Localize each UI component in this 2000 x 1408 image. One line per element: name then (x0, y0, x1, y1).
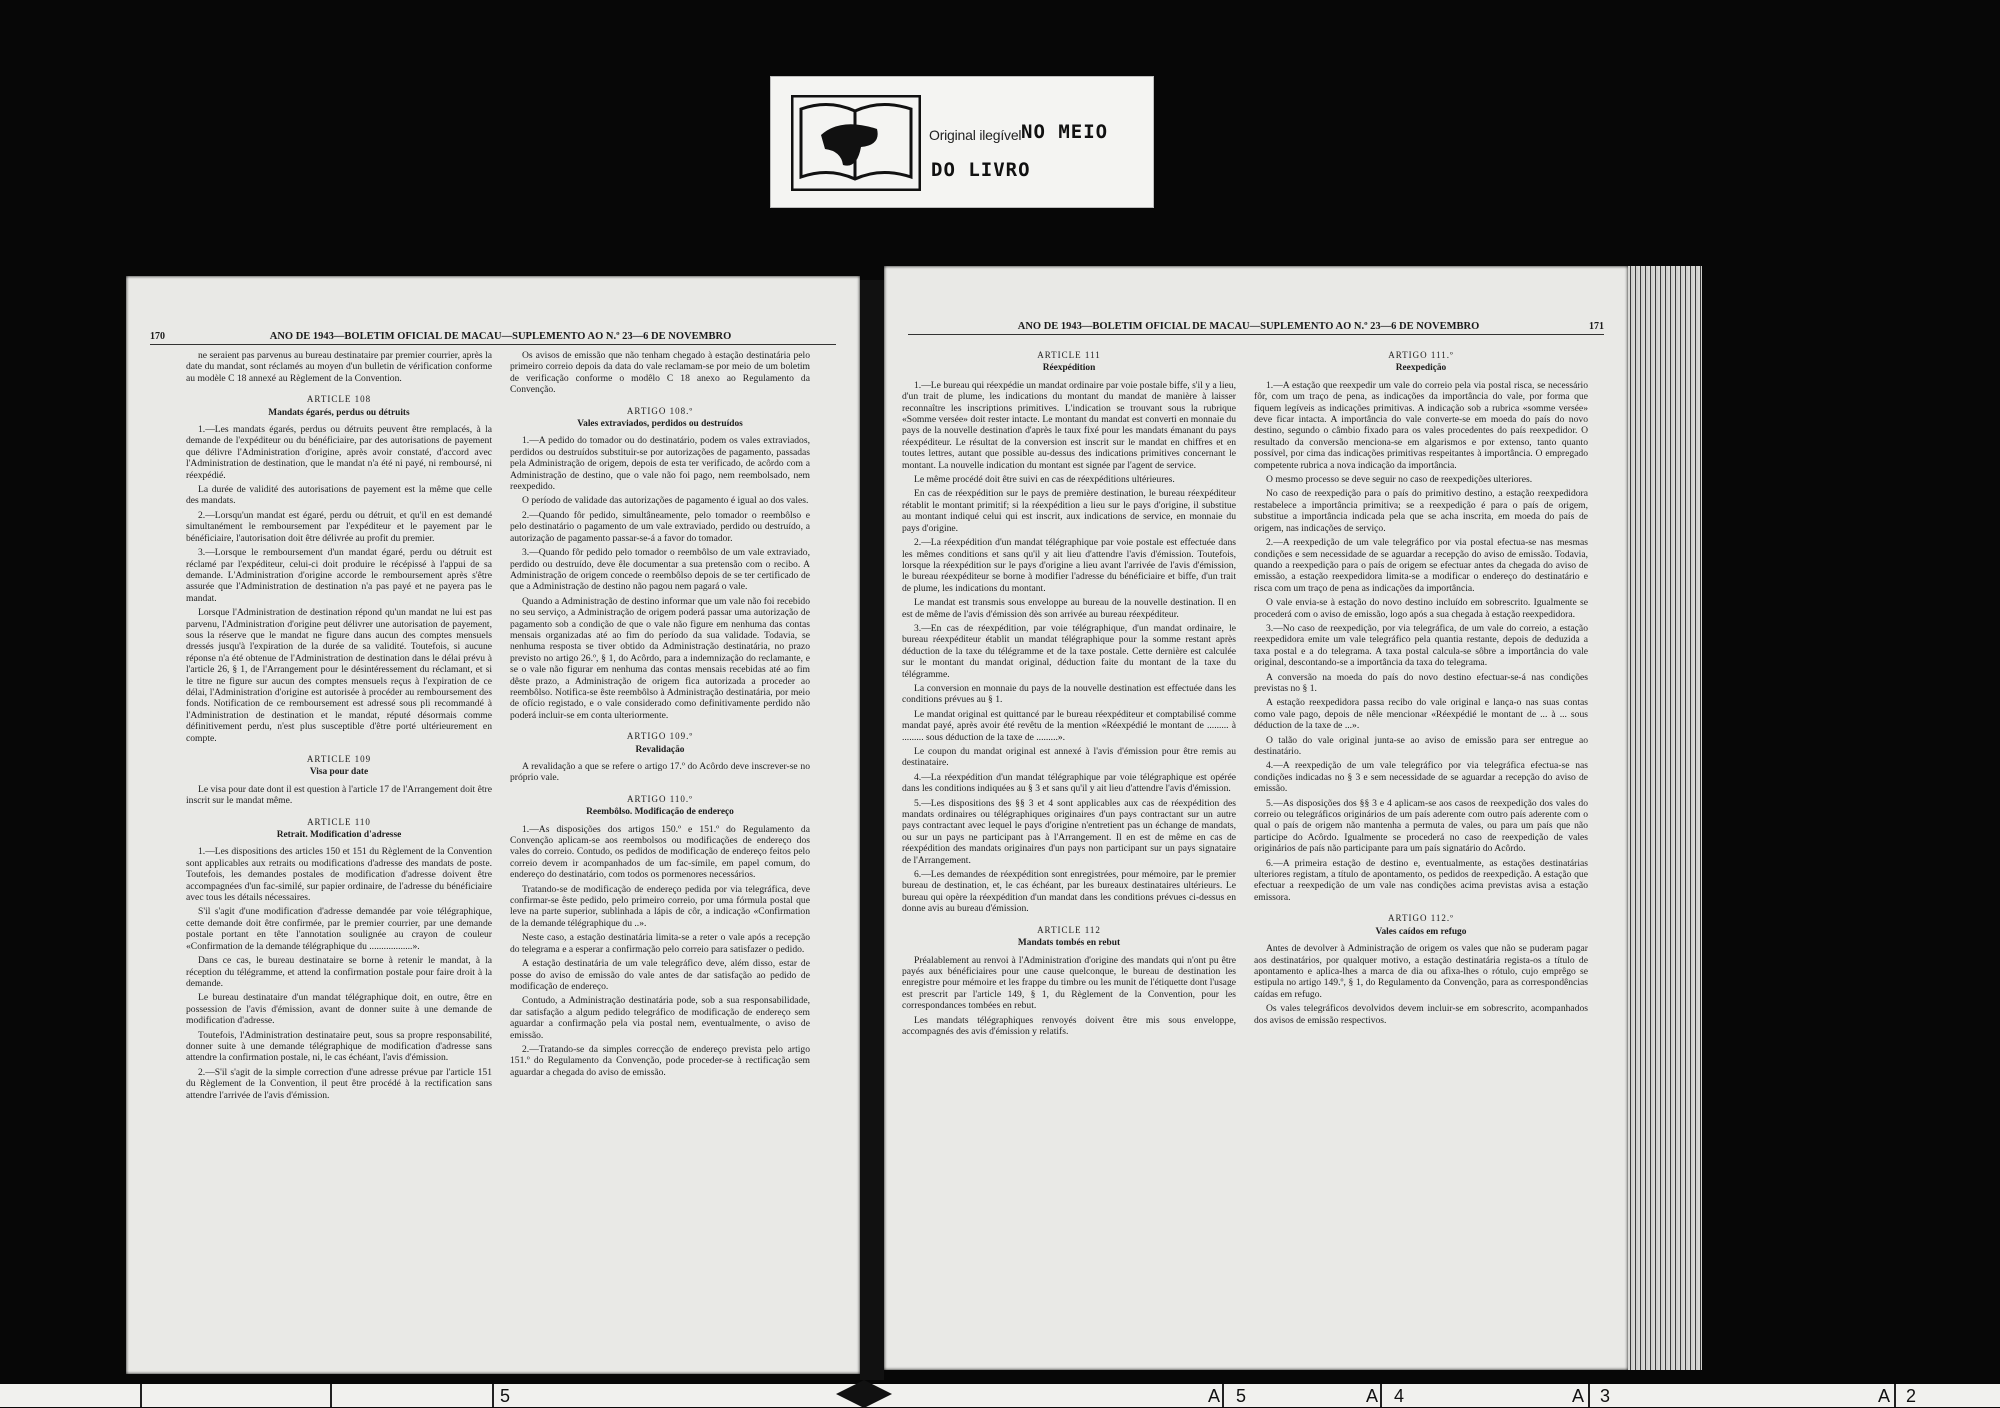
right-page-column-portuguese (1254, 340, 1588, 1029)
illegible-note-card (770, 76, 1154, 208)
ruler-tick (140, 1384, 142, 1407)
paragraph: 2.—La réexpédition d'un mandat télégraphique par voie postale est effectuée dans les mêmes conditions et sans qu'il y ait lieu d'attendre l'avis d'émission. Toutefois, lorsque la réexpédition sur le pays d'origine a lieu avant l'arrivée de l'avis d'émission, le bureau réexpéditeur se borne à modifier l'adresse du bénéficiaire et biffe, d'un trait de plume, les indications du montant. (902, 537, 1236, 594)
paragraph: O mesmo processo se deve seguir no caso de reexpedições ulteriores. (1266, 474, 1533, 486)
ruler-label: 2 (1906, 1386, 1917, 1406)
paragraph: 4.—La réexpédition d'un mandat télégraphique par voie télégraphique est opérée dans les conditions indiquées au § 3 et sans qu'il y ait lieu d'attendre l'avis d'émission. (902, 771, 1236, 795)
paragraph: Antes de devolver à Administração de origem os vales que não se puderam pagar aos destinatários, por qualquer motivo, a estação destinatária regista-os a título de apontamento e aplica-lhes a marca de dia ou afixa-lhes o rótulo, cujo emprêgo se estipula no artigo 149.º, § 1, do Regulamento da Convenção, para as correspondências caídas em refugo. (1254, 943, 1588, 1000)
paragraph: No caso de reexpedição para o país do primitivo destino, a estação reexpedidora restabelece a importância primitiva; se a reexpedição é para o país de origem, substitue a importância indicada pela que se acha inscrita, em moeda do país de origem, nas indicações de serviço. (1254, 488, 1588, 534)
paragraph: 1.—A pedido do tomador ou do destinatário, podem os vales extraviados, perdidos ou destruídos substituir-se por autorizações de pagamento, passadas pela Administração de origem, depois de esta ter verificado, de acôrdo com a Administração de destino, que o vale não foi pago, nem reembolsado, nem reexpedido. (510, 435, 810, 493)
article-title: Vales caídos em refugo (1375, 926, 1467, 937)
article-number: ARTIGO 108.º (626, 405, 694, 416)
left-page-header (150, 324, 836, 345)
paragraph: Le mandat original est quittancé par le bureau réexpéditeur et comptabilisé comme mandat payé, après avoir été revêtu de la mention «Réexpédié le montant de ......... à ......... sous déduction de la taxe de .........». (902, 708, 1236, 743)
bottom-ruler (0, 1384, 2000, 1407)
left-page-column-french (186, 350, 492, 1104)
paragraph: 4.—A reexpedição de um vale telegráfico por via telegráfica efectua-se nas condições indicadas no § 3 e sem necessidade de se aguardar a recepção do aviso de emissão. (1254, 760, 1588, 795)
paragraph: S'il s'agit d'une modification d'adresse demandée par voie télégraphique, cette demande doit être confirmée, par le premier courrier, par une demande postale portant en tête l'annotation soulignée au crayon de couleur «Confirmation de la demande télégraphique du ..................». (186, 906, 492, 952)
paragraph: Contudo, a Administração destinatária pode, sob a sua responsabilidade, dar satisfação a algum pedido telegráfico de modificação de endereço sem aguardar a confirmação pela via postal nem, eventualmente, o aviso de emissão. (510, 995, 810, 1041)
article-number: ARTICLE 108 (306, 394, 372, 405)
paragraph: A revalidação a que se refere o artigo 17.º do Acôrdo deve inscrever-se no próprio vale. (510, 761, 810, 784)
paragraph: 3.—Quando fôr pedido pelo tomador o reembôlso de um vale extraviado, perdido ou destruído, deve êle documentar a sua pretensão com o recibo. A Administração de origem concede o reembôlso depois de se ter certificado de que a Administração de destino não pagou nem pagará o vale. (510, 547, 810, 593)
paragraph: A estação destinatária de um vale telegráfico deve, além disso, estar de posse do aviso de emissão do vale antes de dar satisfação ao pedido de modificação de endereço. (510, 958, 810, 992)
paragraph: 1.—A estação que reexpedir um vale do correio pela via postal risca, se necessário fôr, com um traço de pena, as indicações da importância do vale, por forma que fiquem legíveis as indicações primitivas. A indicação sob a rubrica «somme versée» deve ficar intacta. A importância do vale converte-se em moeda do país do novo destino, segundo o câmbio fixado para os vales procedentes do país reexpedidor. O resultado da conversão menciona-se em algarismos e por extenso, tanto quanto possível, por cima das indicações primitivas respeitantes à importância. O empregado competente rubrica a nova indicação da importância. (1254, 379, 1588, 471)
paragraph: 5.—Les dispositions des §§ 3 et 4 sont applicables aux cas de réexpédition des mandats ordinaires ou télégraphiques originaires d'un pays contractant sur un autre pays contractant avec lequel le pays d'origine n'entretient pas un échange de mandats, ou sur un pays ne participant pas à l'Arrangement. Il en est de même en cas de réexpédition des mandats originaires d'un pays non participant sur un pays signataire de l'Arrangement. (902, 797, 1236, 866)
article-number: ARTIGO 109.º (626, 731, 694, 742)
ruler-label: 5 (1236, 1386, 1247, 1406)
paragraph: Le visa pour date dont il est question à l'article 17 de l'Arrangement doit être inscrit sur le mandat même. (186, 783, 492, 807)
left-page-column-portuguese (510, 350, 810, 1081)
paragraph: 3.—No caso de reexpedição, por via telegráfica, de um vale do correio, a estação reexpedidora emite um vale telegráfico pela quantia restante, depois de deduzida a taxa postal e a do telegrama. A taxa postal calcula-se sôbre a importância do vale original, descontando-se a importância da taxa do telegrama. (1254, 622, 1588, 669)
paragraph: 5.—As disposições dos §§ 3 e 4 aplicam-se aos casos de reexpedição dos vales do correio ou telegráficos originários de um país aderente com outro país aderente com o qual o país de origem não mantenha a permuta de vales, ou para um país que não participe do Acôrdo. Igualmente se procederá no caso de reexpedição de vales originários de país não participante para um país signatário do Acôrdo. (1254, 797, 1588, 855)
paragraph: O período de validade das autorizações de pagamento é igual ao dos vales. (522, 495, 809, 507)
article-title: Reexpedição (1395, 363, 1447, 374)
right-page-header-title: ANO DE 1943—BOLETIM OFICIAL DE MACAU—SUPLEMENTO AO N.º 23—6 DE NOVEMBRO (1017, 321, 1480, 332)
article-title: Mandats égarés, perdus ou détruits (268, 407, 410, 418)
right-page (884, 266, 1628, 1370)
paragraph: Os vales telegráficos devolvidos devem incluir-se em sobrescrito, acompanhados dos avisos de emissão respectivos. (1254, 1003, 1588, 1026)
paragraph: Toutefois, l'Administration destinataire peut, sous sa propre responsabilité, donner suite à une demande télégraphique de modification d'adresse sans attendre la confirmation postale, ni, le cas échéant, l'avis d'émission. (186, 1029, 492, 1064)
paragraph: 2.—A reexpedição de um vale telegráfico por via postal efectua-se nas mesmas condições e sem necessidade de se aguardar a recepção do aviso de emissão. Todavia, quando a reexpedição para o país de origem se efectuar antes da chegada do aviso de emissão, a estação reexpedidora limita-se a modificar o endereço do destinatário e risca com um traço de pena as indicações da importância. (1254, 537, 1588, 594)
article-title: Retrait. Modification d'adresse (276, 830, 402, 841)
paragraph: Le mandat est transmis sous enveloppe au bureau de la nouvelle destination. Il en est de même de l'avis d'émission dès son arrivée au bureau réexpéditeur. (902, 597, 1236, 620)
ruler-label: 5 (500, 1386, 511, 1406)
paragraph: Os avisos de emissão que não tenham chegado à estação destinatária pelo primeiro correio depois da data do vale reclamam-se por meio de um boletim de verificação conforme o modêlo C 18 anexo ao Regulamento da Convenção. (510, 350, 810, 396)
ruler-label: 4 (1394, 1386, 1405, 1406)
left-arrow-icon (836, 1380, 864, 1408)
article-number: ARTICLE 110 (307, 816, 371, 827)
paragraph: 2.—Lorsqu'un mandat est égaré, perdu ou détruit, et qu'il en est demandé simultanément le remboursement par l'expéditeur et le payement par le bénéficiaire, l'autorisation doit être délivrée au profit du premier. (186, 509, 492, 544)
open-book-icon (791, 95, 921, 191)
paragraph: Dans ce cas, le bureau destinataire se borne à retenir le mandat, à la réception du télégramme, et attend la confirmation postale pour faire droit à la demande. (186, 955, 492, 989)
ruler-tick (492, 1384, 494, 1407)
article-number: ARTICLE 109 (306, 754, 372, 764)
handwritten-note-line2: DO LIVRO (931, 159, 1031, 181)
paragraph: 1.—As disposições dos artigos 150.º e 151.º do Regulamento da Convenção aplicam-se aos reembolsos ou modificações de endereço dos vales do correio. Contudo, os pedidos de modificação de endereço feitos pelo correio devem ir acompanhados de um fac-símile, em papel comum, do endereço do destinatário, com todos os pormenores necessários. (510, 823, 810, 881)
paragraph: 1.—Le bureau qui réexpédie un mandat ordinaire par voie postale biffe, s'il y a lieu, d'un trait de plume, les indications du montant du mandat de manière à laisser reconnaître les inscriptions primitives. L'indication se trouvant sous la rubrique «Somme versée» doit rester intacte. Le montant du mandat est converti en monnaie du pays de la nouvelle destination d'après le taux fixé pour les mandats émanant du pays réexpéditeur. Le résultat de la conversion est inscrit sur le mandat en chiffres et en toutes lettres, autant que possible au-dessus des indications primitives concernant le montant. La nouvelle indication du montant est signée par l'agent de service. (902, 379, 1236, 471)
paragraph: Quando a Administração de destino informar que um vale não foi recebido no seu serviço, a Administração de origem poderá passar uma autorização de pagamento sob a condição de que o vale não figure em nenhuma das contas mensais organizadas até ao fim do período da sua validade. Todavia, se nenhuma resposta se tiver obtido da Administração destinatária, no prazo previsto no artigo 26.º, § 1, do Acôrdo, para a indemnização do reclamante, e se o vale não figurar em nenhuma das contas mensais recebidas até ao fim dêste prazo, a Administração de origem fica autorizada a proceder ao reembôlso. Notifica-se êste reembôlso à Administração destinatária, por meio de ofício registado, e o vale considerado como definitivamente perdido não poderá incluir-se em conta ulteriormente. (510, 595, 810, 721)
ruler-label: 3 (1600, 1386, 1611, 1406)
paragraph: 6.—A primeira estação de destino e, eventualmente, as estações destinatárias ulteriores registam, a título de apontamento, os pedidos de reexpedição. A estação que efectuar a reexpedição de um vale nas condições acima previstas avisa a estação emissora. (1254, 857, 1588, 903)
article-number: ARTIGO 111.º (1388, 350, 1454, 360)
ruler-label: A (1208, 1386, 1221, 1406)
paragraph: Tratando-se de modificação de endereço pedida por via telegráfica, deve confirmar-se êste pedido, pelo primeiro correio, por uma fórmula postal que leve na parte superior, sublinhada a lápis de côr, a indicação «Confirmation de la demande télégraphique du ..». (510, 883, 810, 929)
article-number: ARTICLE 111 (1037, 350, 1101, 360)
paragraph: O talão do vale original junta-se ao aviso de emissão para ser entregue ao destinatário. (1254, 734, 1588, 757)
article-title: Vales extraviados, perdidos ou destruídos (577, 419, 743, 430)
ruler-label: A (1878, 1386, 1891, 1406)
paragraph: 2.—Tratando-se da simples correcção de endereço prevista pelo artigo 151.º do Regulamento da Convenção, pode proceder-se à rectificação sem aguardar a chegada do aviso de emissão. (510, 1043, 810, 1078)
illegible-label: Original ilegível (929, 127, 1022, 143)
ruler-tick (1894, 1384, 1896, 1407)
article-title: Revalidação (635, 744, 685, 755)
paragraph: La conversion en monnaie du pays de la nouvelle destination est effectuée dans les conditions prévues au § 1. (902, 682, 1236, 706)
ruler-tick (1222, 1384, 1224, 1407)
paragraph: O vale envia-se à estação do novo destino incluído em sobrescrito. Igualmente se procederá com o aviso de emissão, logo após a sua chegada à estação reexpedidora. (1254, 597, 1588, 620)
paragraph: Le même procédé doit être suivi en cas de réexpéditions ultérieures. (914, 474, 1175, 486)
paragraph: En cas de réexpédition sur le pays de première destination, le bureau réexpéditeur rétablit le montant primitif; si la réexpédition a lieu sur le pays d'origine, il substitue au montant indiqué celui qui est inscrit, aux indications de service, en monnaie du pays d'origine. (902, 488, 1236, 534)
paragraph: Lorsque l'Administration de destination répond qu'un mandat ne lui est pas parvenu, l'Administration d'origine peut délivrer une autorisation de payement, sous la réserve que le mandat ne figure dans aucun des comptes mensuels dressés jusqu'à l'expiration de la durée de sa validité. Toutefois, si aucune réponse n'a été obtenue de l'Administration de destination dans le délai prévu à l'article 26, § 1, de l'Arrangement pour le désintéressement du réclamant, et si le titre ne figure sur aucun des comptes mensuels reçus à l'expiration de ce délai, l'Administration d'origine est autorisée à procéder au remboursement des fonds. Notification de ce remboursement est adressé sous pli recommandé à l'Administration de destination et le mandat, réputé désormais comme définitivement perdu, n'est plus susceptible d'être porté ultérieurement en compte. (186, 607, 492, 744)
paragraph: A estação reexpedidora passa recibo do vale original e lança-o nas suas contas como vale pago, depois de nêle mencionar «Réexpédié le montant de ... à ... sous déduction de la taxe de ...». (1254, 697, 1588, 732)
paragraph: 3.—Lorsque le remboursement d'un mandat égaré, perdu ou détruit est réclamé par l'expéditeur, celui-ci doit produire le récépissé à l'appui de sa demande. L'Administration d'origine accorde le remboursement après s'être assurée que l'Administration de destination n'a pas payé et ne payera pas le mandat. (186, 547, 492, 604)
left-page-number: 170 (150, 331, 165, 342)
paragraph: ne seraient pas parvenus au bureau destinataire par premier courrier, après la date du mandat, sont réclamés au moyen d'un bulletin de vérification conforme au modèle C 18 annexé au Règlement de la Convention. (186, 350, 492, 384)
left-page (126, 276, 860, 1374)
paragraph: 2.—Quando fôr pedido, simultâneamente, pelo tomador o reembôlso e pelo destinatário o pagamento de um vale extraviado, perdido ou destruído, a autorização de pagamento passar-se-á a favor do tomador. (510, 509, 810, 544)
book-page-edges (1628, 266, 1702, 1370)
paragraph: 3.—En cas de réexpédition, par voie télégraphique, d'un mandat ordinaire, le bureau réexpéditeur établit un mandat télégraphique pour la somme restant après déduction de la taxe du télégramme et de la taxe postale. Cette dernière est calculée sur le montant du mandat original, déduction faite du montant de la taxe du télégramme. (902, 622, 1236, 680)
right-page-header (908, 314, 1604, 335)
article-title: Reembôlso. Modificação de endereço (586, 807, 734, 818)
right-page-number: 171 (1589, 321, 1604, 332)
paragraph: La durée de validité des autorisations de payement est la même que celle des mandats. (186, 484, 492, 507)
paragraph: Le bureau destinataire d'un mandat télégraphique doit, en outre, être en possession de l'avis d'émission, avant de donner suite à une demande de modification d'adresse. (186, 992, 492, 1027)
ruler-label: A (1366, 1386, 1379, 1406)
left-page-header-title: ANO DE 1943—BOLETIM OFICIAL DE MACAU—SUPLEMENTO AO N.º 23—6 DE NOVEMBRO (269, 331, 732, 342)
paragraph: Le coupon du mandat original est annexé à l'avis d'émission pour être remis au destinataire. (902, 746, 1236, 769)
article-number: ARTICLE 112 (1037, 924, 1101, 935)
ruler-label: A (1572, 1386, 1585, 1406)
book-gutter (860, 280, 884, 1380)
paragraph: Préalablement au renvoi à l'Administration d'origine des mandats qui n'ont pu être payés aux bénéficiaires pour une cause quelconque, le bureau de destination les enregistre pour mémoire et les frappe du timbre ou les munit de l'étiquette dont l'usage est prescrit par l'article 149, § 1, du Règlement de la Convention, pour les correspondances tombées en rebut. (902, 954, 1236, 1012)
article-number: ARTIGO 112.º (1388, 913, 1454, 924)
paragraph: Les mandats télégraphiques renvoyés doivent être mis sous enveloppe, accompagnés des avis d'émission y relatifs. (902, 1014, 1236, 1037)
paragraph: Neste caso, a estação destinatária limita-se a reter o vale após a recepção do telegrama e a esperar a confirmação pelo correio para satisfazer o pedido. (510, 932, 810, 955)
article-number: ARTIGO 110.º (627, 793, 693, 804)
paragraph: 2.—S'il s'agit de la simple correction d'une adresse prévue par l'article 151 du Règlement de la Convention, il peut être procédé à la rectification sans attendre l'arrivée de l'avis d'émission. (186, 1066, 492, 1101)
handwritten-note-line1: NO MEIO (1021, 121, 1109, 143)
ruler-tick (1588, 1384, 1590, 1407)
paragraph: 6.—Les demandes de réexpédition sont enregistrées, pour mémoire, par le premier bureau de destination, et, le cas échéant, par les bureaux destinataires ultérieurs. Le bureau qui opère la réexpédition d'un mandat dans les conditions prévues ci-dessus en donne avis au bureau d'émission. (902, 869, 1236, 915)
ruler-tick (330, 1384, 332, 1407)
article-title: Mandats tombés en rebut (1017, 938, 1121, 949)
article-title: Visa pour date (309, 767, 369, 778)
paragraph: A conversão na moeda do país do novo destino efectuar-se-á nas condições previstas no § 1. (1254, 671, 1588, 694)
ruler-tick (1380, 1384, 1382, 1407)
right-page-column-french (902, 340, 1236, 1040)
right-arrow-icon (864, 1380, 892, 1408)
article-title: Réexpédition (1042, 363, 1096, 374)
paragraph: 1.—Les mandats égarés, perdus ou détruits peuvent être remplacés, à la demande de l'expéditeur ou du bénéficiaire, par des autorisations de payement que délivre l'Administration d'origine, après avoir constaté, d'accord avec l'Administration de destination, que le mandat n'a été ni payé, ni remboursé, ni réexpédié. (186, 424, 492, 481)
paragraph: 1.—Les dispositions des articles 150 et 151 du Règlement de la Convention sont applicables aux retraits ou modifications d'adresse des mandats de poste. Toutefois, les demandes postales de modification d'adresse doivent être accompagnées d'un fac-similé, sur papier ordinaire, de l'adresse du bénéficiaire avec tous les détails nécessaires. (186, 846, 492, 904)
